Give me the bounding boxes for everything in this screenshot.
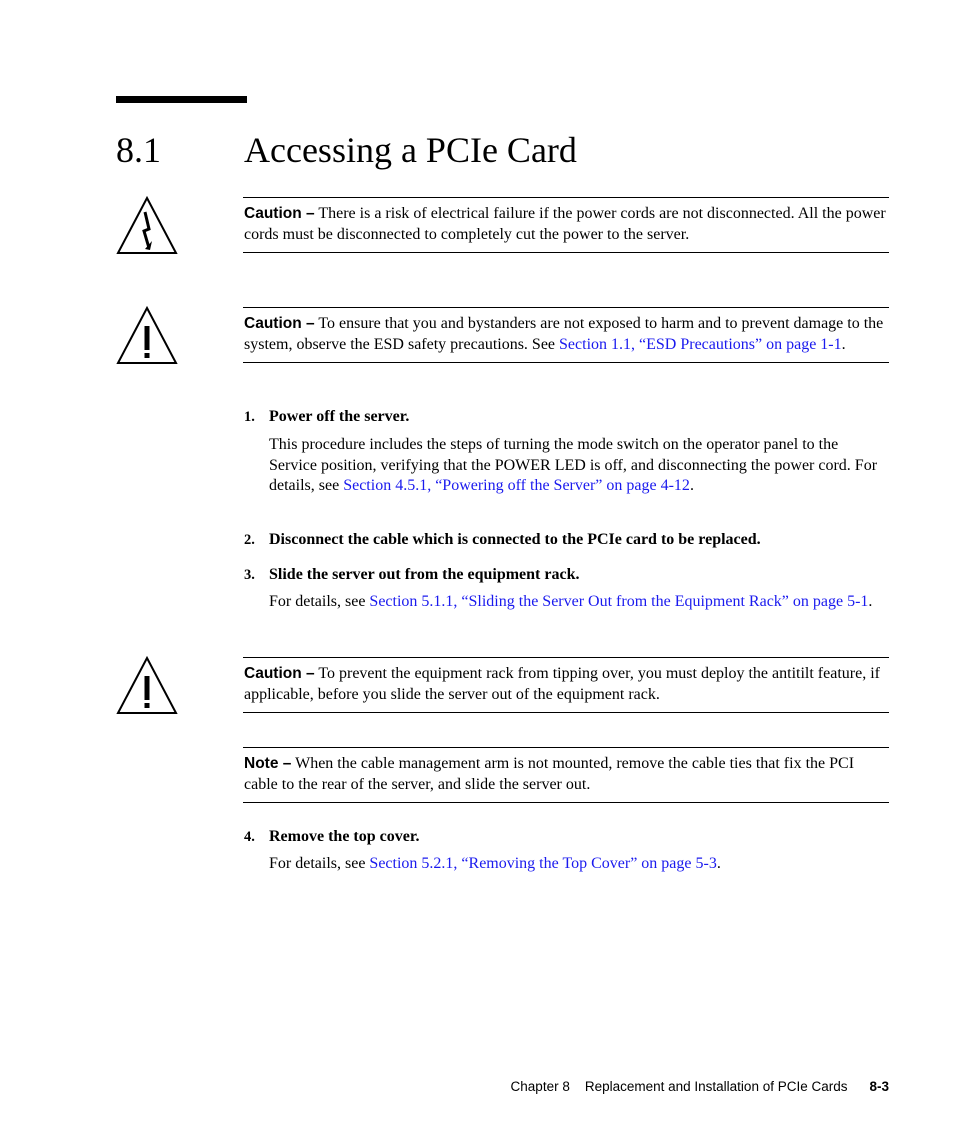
step-title: Disconnect the cable which is connected to the PCIe card to be replaced. xyxy=(269,531,761,548)
caution-icon xyxy=(116,306,178,364)
page-number: 8-3 xyxy=(869,1079,889,1094)
removing-top-cover-link[interactable]: Section 5.2.1, “Removing the Top Cover” on page 5-3 xyxy=(369,855,717,872)
esd-precautions-link[interactable]: Section 1.1, “ESD Precautions” on page 1-1 xyxy=(559,335,842,353)
section-title: Accessing a PCIe Card xyxy=(244,130,577,170)
step-text-end: . xyxy=(689,477,694,494)
note-box xyxy=(243,747,889,803)
note-label: Note – xyxy=(244,755,292,772)
step-title: Remove the top cover. xyxy=(269,828,420,845)
note-text: When the cable management arm is not mounted, remove the cable ties that fix the PCI cable to the rear of the server, and slide the server out. xyxy=(244,755,855,793)
section-number: 8.1 xyxy=(116,130,161,170)
electrical-hazard-icon xyxy=(116,196,178,254)
step-number: 2. xyxy=(244,532,255,548)
step-title: Slide the server out from the equipment rack. xyxy=(269,566,580,583)
page-footer xyxy=(511,1079,889,1094)
section-rule xyxy=(116,96,247,103)
caution-text: To prevent the equipment rack from tipping over, you must deploy the antitilt feature, if applicable, before you slide the server out of the equipment rack. xyxy=(244,665,880,703)
step-1-body xyxy=(269,435,889,497)
step-number: 3. xyxy=(244,567,255,583)
caution-esd xyxy=(243,307,889,363)
step-text: This procedure includes the steps of turning the mode switch on the operator panel to the Service position, verifying that the POWER LED is off, and disconnecting the power cord. For details, see xyxy=(269,436,878,494)
caution-icon xyxy=(116,656,178,714)
step-text-end: . xyxy=(868,593,873,610)
step-4-title xyxy=(244,827,419,847)
step-3-title xyxy=(244,565,579,585)
caution-label: Caution – xyxy=(244,315,315,332)
caution-text: To ensure that you and bystanders are not exposed to harm and to prevent damage to the system, observe the ESD safety precautions. See xyxy=(244,315,884,353)
powering-off-link[interactable]: Section 4.5.1, “Powering off the Server” on page 4-12 xyxy=(343,477,690,494)
step-number: 1. xyxy=(244,409,255,425)
step-title: Power off the server. xyxy=(269,408,410,425)
caution-text-end: . xyxy=(841,335,846,353)
sliding-server-link[interactable]: Section 5.1.1, “Sliding the Server Out from the Equipment Rack” on page 5-1 xyxy=(369,593,869,610)
step-text: For details, see xyxy=(269,855,370,872)
caution-electrical xyxy=(243,197,889,253)
step-text: For details, see xyxy=(269,593,370,610)
step-4-body xyxy=(269,854,889,875)
caution-label: Caution – xyxy=(244,205,315,222)
footer-chapter: Chapter 8 Replacement and Installation of PCIe Cards xyxy=(510,1079,848,1094)
step-3-body xyxy=(269,592,889,613)
caution-rack-tipping xyxy=(243,657,889,713)
step-text-end: . xyxy=(716,855,721,872)
step-number: 4. xyxy=(244,829,255,845)
step-2-title xyxy=(244,530,761,550)
step-1-title xyxy=(244,407,409,427)
caution-label: Caution – xyxy=(244,665,315,682)
caution-text: There is a risk of electrical failure if the power cords are not disconnected. All the power cords must be disconnected to completely cut the power to the server. xyxy=(244,205,886,243)
